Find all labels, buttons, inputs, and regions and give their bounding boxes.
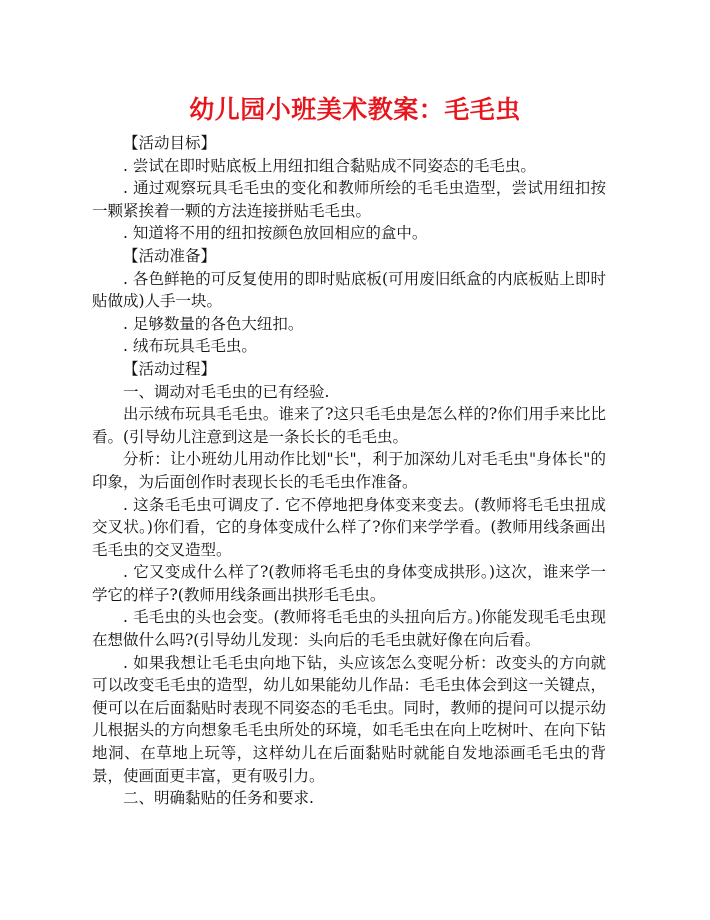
preparation-item: . 足够数量的各色大纽扣。 [123,314,304,333]
process-paragraph: . 这条毛毛虫可调皮了. 它不停地把身体变来变去。(教师将毛毛虫扭成交叉状。)你们看，它的身体变成什么样了?你们来学学看。(教师用线条画出毛毛虫的交叉造型。 [92,495,606,559]
goal-item: . 通过观察玩具毛毛虫的变化和教师所绘的毛毛虫造型，尝试用纽扣按一颗紧挨着一颗的方法连接拼贴毛毛虫。 [92,179,606,220]
process-step-heading: 二、明确黏贴的任务和要求. [123,789,314,808]
document-title: 幼儿园小班美术教案：毛毛虫 [189,95,521,124]
section-heading-goals: 【活动目标】 [123,134,217,152]
analysis-paragraph: 分析：让小班幼儿用动作比划"长"，利于加深幼儿对毛毛虫"身体长"的印象，为后面创作时表现长长的毛毛虫作准备。 [92,450,606,491]
process-paragraph: . 毛毛虫的头也会变。(教师将毛毛虫的头扭向后方。)你能发现毛毛虫现在想做什么吗?(引导幼儿发现：头向后的毛毛虫就好像在向后看。 [92,608,606,650]
preparation-item: . 绒布玩具毛毛虫。 [123,337,257,356]
process-paragraph: . 它又变成什么样了?(教师将毛毛虫的身体变成拱形。)这次，谁来学一学它的样子?(教师用线条画出拱形毛毛虫。 [92,563,606,604]
process-paragraph: . 如果我想让毛毛虫向地下钻，头应该怎么变呢分析：改变头的方向就可以改变毛毛虫的造型，幼儿如果能幼儿作品：毛毛虫体会到这一关键点，便可以在后面黏贴时表现不同姿态的毛毛虫。同时，教师的提问可以提示幼儿根据头的方向想象毛毛虫所处的环境，如毛毛虫在向上吃树叶、在向下钻地洞、在草地上玩等，这样幼儿在后面黏贴时就能自发地添画毛毛虫的背景，使画面更丰富，更有吸引力。 [92,653,606,785]
goal-item: . 尝试在即时贴底板上用纽扣组合黏贴成不同姿态的毛毛虫。 [123,156,536,175]
goal-item: . 知道将不用的纽扣按颜色放回相应的盒中。 [123,224,428,243]
section-heading-preparation: 【活动准备】 [123,246,217,265]
process-paragraph: 出示绒布玩具毛毛虫。谁来了?这只毛毛虫是怎么样的?你们用手来比比看。(引导幼儿注意到这是一条长长的毛毛虫。 [92,405,606,446]
preparation-item: . 各色鲜艳的可反复使用的即时贴底板(可用废旧纸盒的内底板贴上即时贴做成)人手一块。 [92,269,606,311]
process-step-heading: 一、调动对毛毛虫的已有经验. [123,382,330,401]
section-heading-process: 【活动过程】 [123,359,217,378]
document-body [92,132,606,810]
